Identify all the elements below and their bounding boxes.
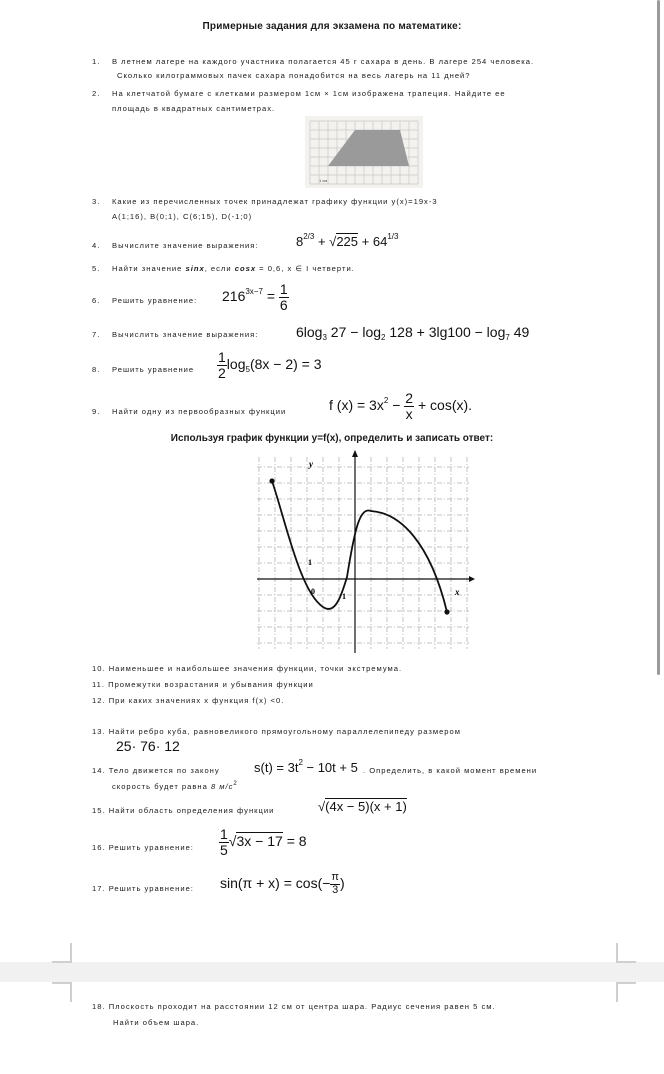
task-5-text-a: Найти значение [112,264,183,273]
task-15: 15. Найти область определения функции [92,806,275,815]
y-axis-arrow [352,450,358,457]
task-16: 16. Решить уравнение: [92,843,194,852]
page-corner-top-left [52,982,72,1002]
task-3-line-2: A(1;16), B(0;1), C(6;15), D(-1;0) [112,212,253,221]
x-unit-label: 1 [342,592,346,601]
task-14-line-2: скорость будет равна 8 $м/с^2$ [112,781,238,791]
exponent-2-3: 2/3 [303,232,315,241]
x-axis-label: x [455,587,460,597]
task-6-text: Решить уравнение: [112,296,198,305]
task-9-number: 9. [92,407,101,416]
task-2-line-1: На клетчатой бумаге с клетками размером 1см × 1см изображена трапеция. Найдите ее [112,89,506,98]
task-1-line-2: Сколько килограммовых пачек сахара понадобится на весь лагерь на 11 дней? [117,71,471,80]
task-13: 13. Найти ребро куба, равновеликого прямоугольному параллелепипеду размером [92,727,461,736]
task-18-line-2: Найти объем шара. [113,1018,200,1027]
x-axis-arrow [469,576,475,582]
task-4-text: Вычислите значение выражения: [112,241,259,250]
function-curve [272,481,447,612]
cosx: cosx [234,264,257,273]
task-14-law: $s(t) = 3t^2 - 10t + 5$ [254,758,358,775]
fraction-1-2: $\frac{1}{2}$ [218,349,226,381]
task-8-text: Решить уравнение [112,365,195,374]
sinx: sinx [185,264,205,273]
task-2-line-2: площадь в квадратных сантиметрах. [112,104,276,113]
task-6-equation: $216^{3x-7}$ = $\frac{1}{6}$ [222,281,288,313]
page-corner-bottom-right [616,943,636,963]
task-1-number: 1. [92,57,101,66]
curve-end-point [444,609,449,614]
task-5-number: 5. [92,264,101,273]
fraction-pi-3: $\frac{\pi}{3}$ [331,871,340,896]
task-3-line-1: Какие из перечисленных точек принадлежат графику функции y(x)=19x-3 [112,197,438,206]
page-gap [0,962,664,982]
y-unit-label: 1 [308,558,312,567]
task-3-number: 3. [92,197,101,206]
trapezoid-grid-figure [305,116,423,188]
task-8-equation: $\frac{1}{2}$ $\log_5(8x - 2) = 3$ [218,349,322,381]
page-corner-top-right [616,982,636,1002]
task-5-text-c: = 0,6, x ∈ I четверти. [256,264,355,273]
function-graph [255,447,475,657]
task-14: 14. Тело движется по закону [92,766,220,775]
task-10: 10. Наименьшее и наибольшее значения функции, точки экстремума. [92,664,403,673]
task-1-line-1: В летнем лагере на каждого участника полагается 45 г сахара в день. В лагере 254 человека. [112,57,535,66]
curve-start-point [269,478,274,483]
task-18-line-1: 18. Плоскость проходит на расстоянии 12 см от центра шара. Радиус сечения равен 5 см. [92,1002,496,1011]
task-13-dimensions: 25· 76· 12 [116,738,180,754]
task-17: 17. Решить уравнение: [92,884,194,893]
sqrt-225: 225 [336,234,359,249]
exponent-1-3: 1/3 [387,232,399,241]
task-5-text [112,264,355,273]
task-2-number: 2. [92,89,101,98]
task-9-text: Найти одну из первообразных функции [112,407,287,416]
document-page-2 [0,982,664,1074]
task-6-number: 6. [92,296,101,305]
page-title: Примерные задания для экзамена по математике: [202,21,462,32]
task-7-text: Вычислить значение выражения: [112,330,259,339]
origin-label: 0 [311,587,315,596]
task-17-equation: sin(π + x) = cos(− $\frac{\pi}{3}$ ) [220,871,345,896]
grid-scale-label: 1 см [319,178,328,183]
task-7-expression: $6\log_3$ $27 - \log_2 128 + 3\lg 100 - \log_7 49$ [296,324,530,342]
graph-heading: Используя график функции y=f(x), определить и записать ответ: [170,433,494,444]
base-64: 64 [372,234,388,249]
task-14-text-b: . Определить, в какой момент времени [363,766,538,775]
task-16-equation: $\frac{1}{5}$ √3x − 17 = 8 [220,826,307,858]
task-11: 11. Промежутки возрастания и убывания функции [92,680,314,689]
task-8-number: 8. [92,365,101,374]
task-4-number: 4. [92,241,101,250]
task-5-text-b: , если [204,264,232,273]
page-corner-bottom-left [52,943,72,963]
task-9-function: f $(x) = 3x^2$ − $\frac{2}{x}$ + cos(x). [329,390,473,422]
exponent: 3x−7 [245,286,263,296]
fraction-1-5: $\frac{1}{5}$ [220,826,228,858]
task-7-number: 7. [92,330,101,339]
base-8: 8 [296,234,304,249]
task-12: 12. При каких значениях x функция f(x) <0. [92,696,285,705]
task-15-radical: √(4x − 5)(x + 1) [318,799,407,814]
task-4-expression: $8^{2/3} + √225 + 64^{1/3}$ [296,232,399,249]
scrollbar[interactable] [657,0,660,675]
base-216: 216 [222,287,246,304]
fraction-2-x: $\frac{2}{x}$ [405,390,414,422]
y-axis-label: y [309,459,313,469]
fraction-1-6: $\frac{1}{6}$ [279,281,288,313]
